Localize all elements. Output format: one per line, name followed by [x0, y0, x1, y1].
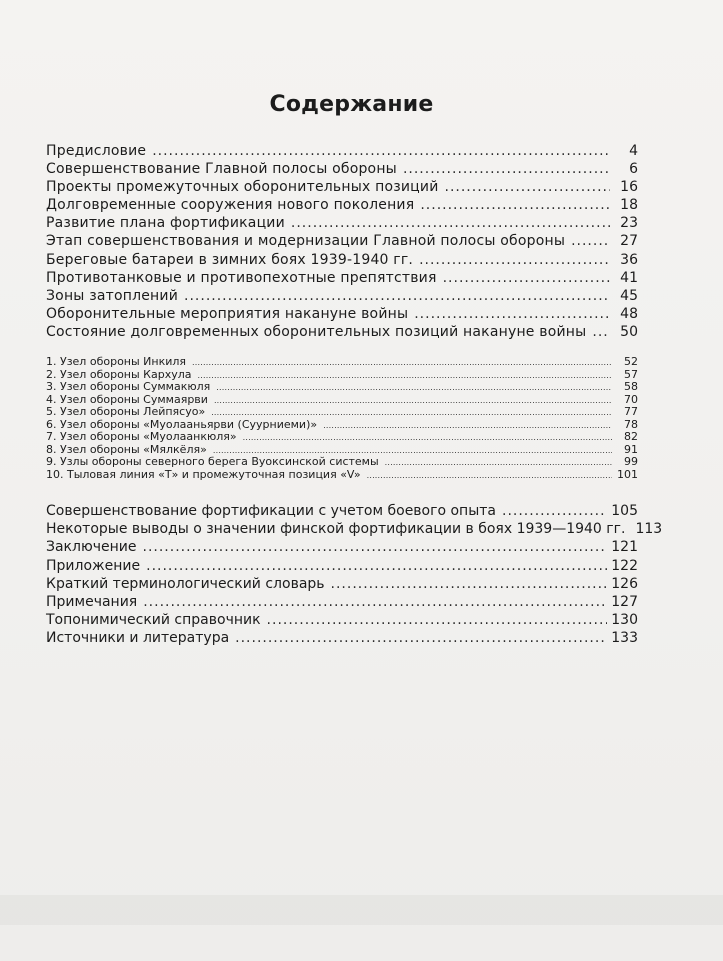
toc-entry-title: 10. Тыловая линия «Т» и промежуточная позиция «V» — [46, 467, 361, 481]
dot-leader — [420, 196, 610, 214]
dot-leader — [198, 370, 613, 383]
toc-entry-title: Предисловие — [46, 143, 147, 159]
dot-leader — [143, 538, 608, 556]
toc-entry — [46, 629, 638, 647]
toc-entry-page-number: 45 — [620, 287, 638, 304]
toc-entry-title: Топонимический справочник — [46, 612, 261, 629]
toc-entry — [46, 456, 638, 469]
toc-entry — [46, 520, 663, 538]
toc-entry — [46, 469, 638, 482]
toc-entry — [46, 575, 638, 593]
toc-entry-title: Примечания — [46, 593, 138, 610]
dot-leader — [291, 214, 610, 232]
toc-entry-title: 2. Узел обороны Кархула — [46, 367, 192, 381]
toc-entry-page-number: 113 — [635, 521, 663, 538]
toc-entry-page-number: 127 — [611, 593, 638, 610]
toc-entry-title: Некоторые выводы о значении финской фортификации в боях 1939—1940 гг. — [46, 521, 626, 538]
dot-leader — [146, 557, 607, 575]
dot-leader — [214, 395, 612, 408]
toc-entry-title: Краткий терминологический словарь — [46, 575, 325, 592]
toc-entry — [46, 406, 638, 419]
toc-entry — [46, 196, 638, 214]
toc-entry-page-number: 101 — [617, 467, 638, 481]
toc-entry-page-number: 50 — [620, 323, 638, 340]
dot-leader — [367, 470, 612, 483]
toc-entry-title: Береговые батареи в зимних боях 1939-1940 гг. — [46, 251, 414, 268]
toc-entry-title: Проекты промежуточных оборонительных позиций — [46, 179, 439, 196]
toc-main-section — [46, 142, 638, 341]
toc-entry — [46, 214, 638, 232]
toc-nodes-section — [46, 356, 638, 481]
dot-leader — [443, 269, 610, 287]
toc-entry-title: 8. Узел обороны «Мялкёля» — [46, 442, 207, 456]
toc-entry-page-number: 36 — [620, 251, 638, 268]
toc-entry-page-number: 52 — [624, 355, 638, 368]
toc-entry-title: 1. Узел обороны Инкиля — [46, 355, 187, 368]
dot-leader — [216, 382, 612, 395]
dot-leader — [419, 251, 610, 269]
toc-entry — [46, 502, 638, 520]
dot-leader — [243, 432, 612, 445]
toc-entry-title: Состояние долговременных оборонительных позиций накануне войны — [46, 323, 587, 340]
toc-entry-page-number: 99 — [624, 455, 638, 468]
toc-entry-title: 4. Узел обороны Суммаярви — [46, 392, 208, 406]
toc-entry — [46, 232, 638, 250]
toc-entry-title: Зоны затоплений — [46, 287, 179, 304]
toc-entry-title: Совершенствование Главной полосы обороны — [46, 161, 397, 178]
toc-entry — [46, 142, 638, 160]
toc-entry-title: Оборонительные мероприятия накануне войны — [46, 305, 409, 322]
toc-entry-page-number: 82 — [624, 430, 638, 443]
toc-entry-page-number: 18 — [620, 197, 638, 214]
toc-entry — [46, 593, 638, 611]
toc-entry-page-number: 126 — [611, 575, 638, 592]
toc-entry — [46, 538, 638, 556]
toc-entry-page-number: 4 — [629, 143, 638, 159]
toc-entry-title: 3. Узел обороны Суммакюля — [46, 380, 211, 393]
toc-entry-page-number: 121 — [611, 539, 638, 556]
toc-entry-page-number: 48 — [620, 305, 638, 322]
toc-entry-title: Долговременные сооружения нового поколения — [46, 197, 415, 214]
toc-entry-page-number: 77 — [624, 405, 638, 418]
toc-entry — [46, 251, 638, 269]
dot-leader — [143, 593, 607, 611]
toc-entry — [46, 269, 638, 287]
toc-entry-page-number: 70 — [624, 392, 638, 406]
dot-leader — [385, 457, 612, 470]
toc-entry-page-number: 105 — [611, 503, 638, 519]
toc-entry-title: 7. Узел обороны «Муолаанкюля» — [46, 430, 237, 443]
dot-leader — [184, 287, 610, 305]
toc-entry-title: 6. Узел обороны «Муолааньярви (Суурниеми)» — [46, 417, 318, 431]
toc-entry-title: Совершенствование фортификации с учетом боевого опыта — [46, 503, 496, 519]
toc-entry — [46, 323, 638, 341]
dot-leader — [152, 142, 610, 160]
dot-leader — [267, 611, 608, 629]
toc-entry-page-number: 6 — [629, 161, 638, 178]
toc-entry — [46, 305, 638, 323]
toc-entry-page-number: 27 — [620, 233, 638, 250]
toc-entry-page-number: 122 — [611, 557, 638, 574]
toc-entry-title: 9. Узлы обороны северного берега Вуоксинской системы — [46, 455, 379, 468]
toc-entry — [46, 557, 638, 575]
toc-entry — [46, 287, 638, 305]
dot-leader — [192, 357, 612, 370]
dot-leader — [235, 629, 607, 647]
toc-entry-title: 5. Узел обороны Лейпясуо» — [46, 405, 206, 418]
page-title: Содержание — [269, 91, 434, 117]
toc-entry-title: Приложение — [46, 557, 141, 574]
toc-entry-page-number: 41 — [620, 269, 638, 286]
toc-entry-title: Развитие плана фортификации — [46, 215, 285, 232]
toc-entry — [46, 356, 638, 369]
toc-entry — [46, 160, 638, 178]
toc-end-section — [46, 502, 663, 648]
toc-entry-page-number: 91 — [624, 442, 638, 456]
dot-leader — [571, 232, 610, 250]
toc-entry-page-number: 16 — [620, 179, 638, 196]
toc-entry — [46, 431, 638, 444]
toc-entry — [46, 611, 638, 629]
dot-leader — [331, 575, 608, 593]
toc-entry — [46, 178, 638, 196]
toc-entry-page-number: 57 — [624, 367, 638, 381]
toc-entry-title: Этап совершенствования и модернизации Главной полосы обороны — [46, 233, 566, 250]
toc-entry-page-number: 23 — [620, 215, 638, 232]
dot-leader — [592, 323, 610, 341]
toc-entry — [46, 381, 638, 394]
toc-entry-title: Источники и литература — [46, 630, 230, 647]
dot-leader — [403, 160, 610, 178]
toc-entry-page-number: 78 — [624, 417, 638, 431]
scan-shadow-band — [0, 895, 723, 925]
toc-entry-page-number: 133 — [611, 630, 638, 647]
toc-entry-page-number: 130 — [611, 612, 638, 629]
toc-entry-title: Заключение — [46, 539, 137, 556]
toc-entry-page-number: 58 — [624, 380, 638, 393]
dot-leader — [323, 420, 612, 433]
dot-leader — [414, 305, 610, 323]
dot-leader — [445, 178, 611, 196]
dot-leader — [502, 502, 607, 520]
toc-entry-title: Противотанковые и противопехотные препятствия — [46, 269, 437, 286]
